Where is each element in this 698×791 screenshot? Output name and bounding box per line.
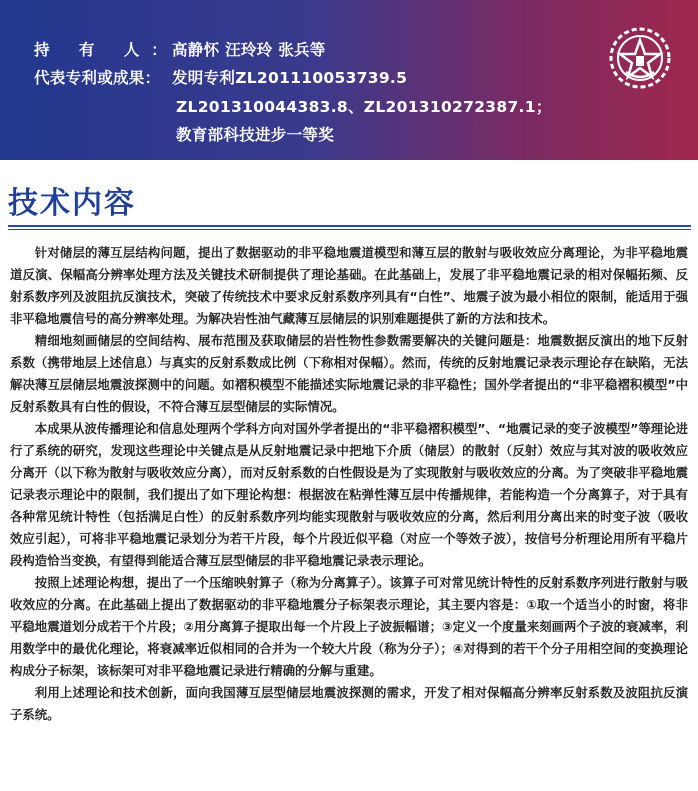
results-label: 代表专利或成果： xyxy=(34,69,161,87)
holders-label: 持 有 人： xyxy=(34,41,179,59)
university-emblem-icon xyxy=(608,26,672,90)
paragraph: 针对储层的薄互层结构问题，提出了数据驱动的非平稳地震道模型和薄互层的散射与吸收效应分离理论，为非平稳地震道反演、保幅高分辨率处理方法及关键技术研制提供了理论基础。在此基础上，发展了非平稳地震记录的相对保幅拓频、反射系数序列及波阻抗反演技术，突破了传统技术中要求反射系数序列具有“白性”、地震子波为最小相位的限制，能适用于强非平稳地震信号的高分辨率处理。为解决岩性油气藏薄互层储层的识别难题提供了新的方法和技术。 xyxy=(10,245,688,326)
results-line-3: 教育部科技进步一等奖 xyxy=(176,126,335,144)
holders-value: 高静怀 汪玲玲 张兵等 xyxy=(172,41,326,59)
section-title: 技术内容 xyxy=(8,186,136,221)
results-row xyxy=(34,66,407,88)
header-banner xyxy=(0,0,698,160)
results-line-2: ZL201310044383.8、ZL201310272387.1； xyxy=(176,98,552,116)
results-line-1: 发明专利ZL201110053739.5 xyxy=(172,69,408,87)
paragraph: 按照上述理论构想，提出了一个压缩映射算子（称为分离算子）。该算子可对常见统计特性的反射系数序列进行散射与吸收效应的分离。在此基础上提出了数据驱动的非平稳地震分子标架表示理论，其主要内容是：①取一个适当小的时窗，将非平稳地震道划分成若干个片段；②用分离算子提取出每一个片段上子波振幅谱；③定义一个度量来刻画两个子波的衰减率，利用数学中的最优化理论，将衰减率近似相同的合并为一个较大片段（称为分子）；④对得到的若干个分子用相空间的变换理论构成分子标架，该标架可对非平稳地震记录进行精确的分解与重建。 xyxy=(10,575,688,678)
title-divider-thin xyxy=(8,229,691,230)
holders-row xyxy=(34,38,326,60)
paragraph: 精细地刻画储层的空间结构、展布范围及获取储层的岩性物性参数需要解决的关键问题是：地震数据反演出的地下反射系数（携带地层上述信息）与真实的反射系数成比例（下称相对保幅）。然而，传统的反射地震记录表示理论存在缺陷，无法解决薄互层储层地震波探测中的问题。如褶积模型不能描述实际地震记录的非平稳性；国外学者提出的“非平稳褶积模型”中反射系数具有白性的假设，不符合薄互层型储层的实际情况。 xyxy=(10,333,688,414)
paragraph: 本成果从波传播理论和信息处理两个学科方向对国外学者提出的“非平稳褶积模型”、“地震记录的变子波模型”等理论进行了系统的研究，发现这些理论中关键点是从反射地震记录中把地下介质（储层）的散射（反射）效应与其对波的吸收效应分离开（以下称为散射与吸收效应分离），而对反射系数的白性假设是为了实现散射与吸收效应的分离。为了突破非平稳地震记录表示理论中的限制，我们提出了如下理论构想：根据波在粘弹性薄互层中传播规律，若能构造一个分离算子，对于具有各种常见统计特性（包括满足白性）的反射系数序列均能实现散射与吸收效应的分离，然后利用分离出来的时变子波（吸收效应引起），可将非平稳地震记录划分为若干片段，每个片段近似平稳（对应一个等效子波），按信号分析理论用所有平稳片段构造恰当变换，有望得到能适合薄互层型储层的非平稳地震记录表示理论。 xyxy=(10,421,688,568)
paragraph: 利用上述理论和技术创新，面向我国薄互层型储层地震波探测的需求，开发了相对保幅高分辨率反射系数及波阻抗反演子系统。 xyxy=(10,685,688,722)
content-body xyxy=(10,242,688,726)
title-divider xyxy=(8,225,691,227)
